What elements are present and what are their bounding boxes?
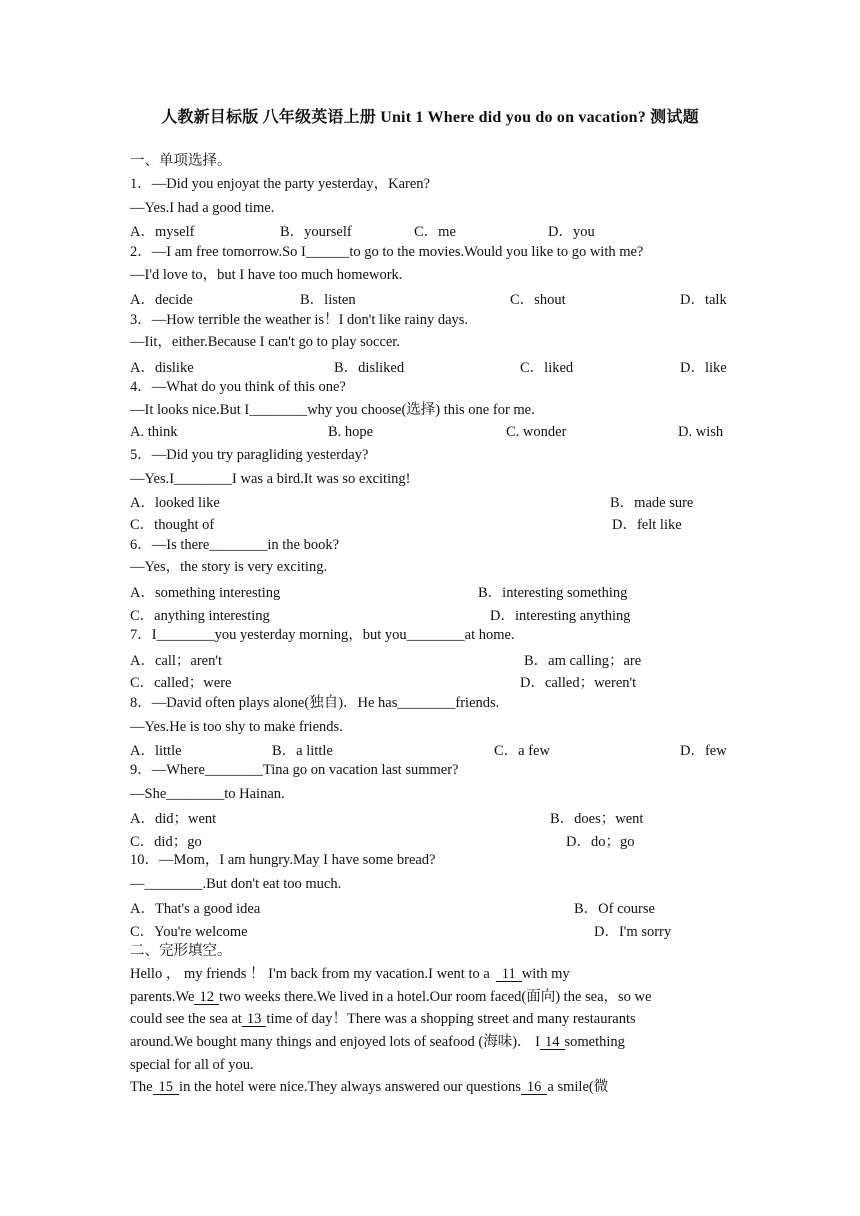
cloze-text: could see the sea at: [130, 1011, 242, 1027]
cloze-text: with my: [521, 966, 570, 982]
question-9-option-d[interactable]: D．do；go: [566, 834, 635, 850]
question-10-option-d[interactable]: D．I'm sorry: [594, 924, 672, 940]
question-7-option-c[interactable]: C．called；were: [130, 675, 232, 691]
question-1-option-d[interactable]: D．you: [548, 224, 595, 240]
question-3-stem: 3．—How terrible the weather is！I don't like rainy days.: [130, 312, 469, 328]
question-10-option-a[interactable]: A．That's a good idea: [130, 901, 261, 917]
cloze-line-6: [130, 1078, 730, 1096]
question-6-answer: —Yes，the story is very exciting.: [130, 559, 328, 575]
question-5-option-b[interactable]: B．made sure: [610, 495, 694, 511]
page-title: 人教新目标版 八年级英语上册 Unit 1 Where did you do on vacation? 测试题: [161, 109, 699, 126]
question-1-option-b[interactable]: B．yourself: [280, 224, 352, 240]
question-4-option-a[interactable]: A. think: [130, 424, 178, 440]
question-1-option-a[interactable]: A．myself: [130, 224, 195, 240]
question-7-stem: 7．I________you yesterday morning，but you________at home.: [130, 627, 515, 643]
question-8-option-b[interactable]: B．a little: [272, 743, 333, 759]
question-4-stem: 4．—What do you think of this one?: [130, 379, 346, 395]
question-3-option-b[interactable]: B．disliked: [334, 360, 405, 376]
cloze-blank-12[interactable]: 12: [194, 990, 219, 1005]
question-3-option-d[interactable]: D．like: [680, 360, 727, 376]
cloze-text: in the hotel were nice.They always answered our questions: [179, 1079, 521, 1095]
question-4-option-b[interactable]: B. hope: [328, 424, 374, 440]
cloze-blank-16[interactable]: 16: [521, 1080, 548, 1095]
question-2-answer: —I'd love to，but I have too much homework.: [130, 267, 403, 283]
question-5-option-c[interactable]: C．thought of: [130, 517, 215, 533]
cloze-blank-14[interactable]: 14: [540, 1035, 565, 1050]
cloze-blank-13[interactable]: 13: [242, 1012, 267, 1027]
question-3-option-a[interactable]: A．dislike: [130, 360, 194, 376]
question-2-option-a[interactable]: A．decide: [130, 292, 193, 308]
cloze-blank-15[interactable]: 15: [153, 1080, 180, 1095]
question-9-answer: —She________to Hainan.: [130, 786, 285, 802]
cloze-text: time of day！There was a shopping street and many restaurants: [266, 1011, 636, 1027]
question-7-option-a[interactable]: A．call；aren't: [130, 653, 222, 669]
question-5-option-d[interactable]: D．felt like: [612, 517, 682, 533]
cloze-text: parents.We: [130, 989, 195, 1005]
cloze-text: two weeks there.We lived in a hotel.Our room faced(面向) the sea，so we: [218, 989, 652, 1005]
question-6-option-a[interactable]: A．something interesting: [130, 585, 281, 601]
question-6-option-d[interactable]: D．interesting anything: [490, 608, 631, 624]
question-9-option-c[interactable]: C．did；go: [130, 834, 202, 850]
question-9-stem: 9．—Where________Tina go on vacation last summer?: [130, 762, 459, 778]
question-2-stem: 2．—I am free tomorrow.So I______to go to the movies.Would you like to go with me?: [130, 244, 644, 260]
question-8-answer: —Yes.He is too shy to make friends.: [130, 719, 343, 735]
question-8-option-d[interactable]: D．few: [680, 743, 727, 759]
question-8-option-c[interactable]: C．a few: [494, 743, 550, 759]
question-5-answer: —Yes.I________I was a bird.It was so exciting!: [130, 471, 411, 487]
cloze-line-1: [130, 965, 730, 983]
question-9-option-a[interactable]: A．did；went: [130, 811, 217, 827]
cloze-text: around.We bought many things and enjoyed lots of seafood (海味)． I: [130, 1034, 540, 1050]
cloze-line-4: [130, 1033, 730, 1051]
question-6-option-c[interactable]: C．anything interesting: [130, 608, 270, 624]
cloze-text: something: [564, 1034, 625, 1050]
cloze-text: Hello ， my friends ！ I'm back from my vacation.I went to a: [130, 966, 490, 982]
section-heading-cloze: 二、完形填空。: [130, 943, 232, 959]
cloze-line-2: [130, 988, 730, 1006]
cloze-text: a smile(微: [547, 1079, 609, 1095]
question-5-stem: 5．—Did you try paragliding yesterday?: [130, 447, 369, 463]
question-10-stem: 10．—Mom，I am hungry.May I have some bread?: [130, 852, 436, 868]
question-2-option-c[interactable]: C．shout: [510, 292, 566, 308]
question-10-option-b[interactable]: B．Of course: [574, 901, 655, 917]
section-heading-single-choice: 一、单项选择。: [130, 153, 232, 169]
question-5-option-a[interactable]: A．looked like: [130, 495, 220, 511]
question-3-answer: —Iit，either.Because I can't go to play soccer.: [130, 334, 400, 350]
question-4-option-c[interactable]: C. wonder: [506, 424, 567, 440]
question-8-stem: 8．—David often plays alone(独自)．He has________friends.: [130, 695, 500, 711]
cloze-text: The: [130, 1079, 153, 1095]
question-7-option-d[interactable]: D．called；weren't: [520, 675, 637, 691]
cloze-blank-11[interactable]: 11: [496, 967, 522, 982]
cloze-line-3: [130, 1010, 730, 1028]
question-3-option-c[interactable]: C．liked: [520, 360, 574, 376]
question-10-answer: —________.But don't eat too much.: [130, 876, 342, 892]
question-9-option-b[interactable]: B．does；went: [550, 811, 644, 827]
question-7-option-b[interactable]: B．am calling；are: [524, 653, 642, 669]
question-6-stem: 6．—Is there________in the book?: [130, 537, 340, 553]
question-1-answer: —Yes.I had a good time.: [130, 200, 275, 216]
question-4-option-d[interactable]: D. wish: [678, 424, 724, 440]
question-1-stem: 1．—Did you enjoyat the party yesterday，Karen?: [130, 176, 430, 192]
question-1-option-c[interactable]: C．me: [414, 224, 456, 240]
question-6-option-b[interactable]: B．interesting something: [478, 585, 628, 601]
question-8-option-a[interactable]: A．little: [130, 743, 182, 759]
question-2-option-d[interactable]: D．talk: [680, 292, 727, 308]
question-2-option-b[interactable]: B．listen: [300, 292, 356, 308]
cloze-line-5: special for all of you.: [130, 1057, 254, 1073]
question-4-answer: —It looks nice.But I________why you choose(选择) this one for me.: [130, 402, 535, 418]
question-10-option-c[interactable]: C．You're welcome: [130, 924, 248, 940]
